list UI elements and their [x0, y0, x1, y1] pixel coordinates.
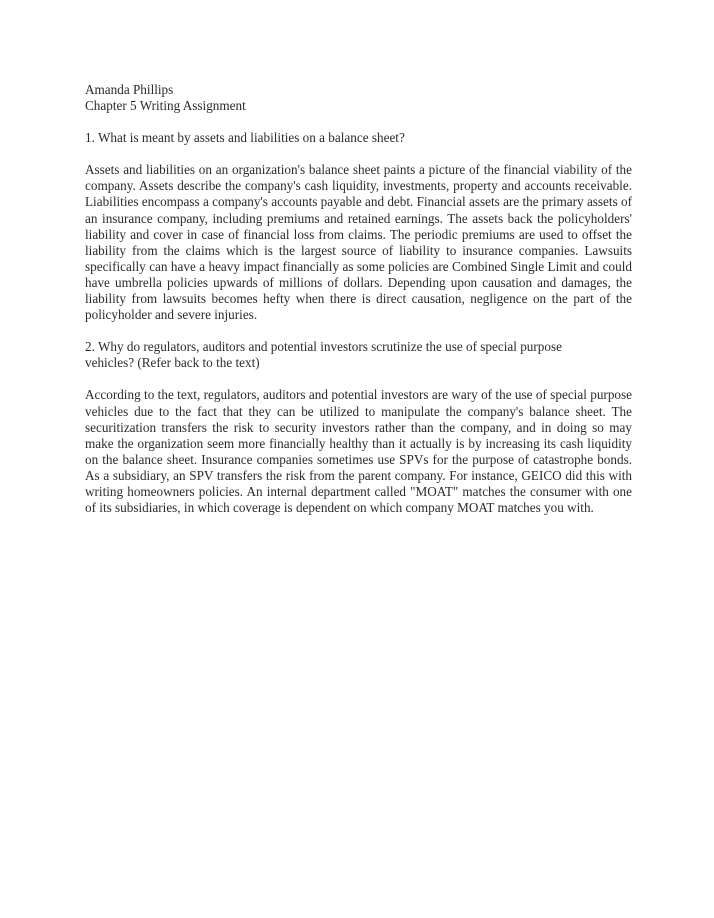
spacer: [85, 371, 632, 387]
answer-1: Assets and liabilities on an organization's balance sheet paints a picture of the financial viability of the company. Assets describe the company's cash liquidity, investments, property and accounts receivable. Liabilities encompass a company's accounts payable and debt. Financial assets are the primary assets of an insurance company, including premiums and retained earnings. The assets back the policyholders' liability and cover in case of financial loss from claims. The periodic premiums are used to offset the liability from the claims which is the largest source of liability to insurance companies. Lawsuits specifically can have a heavy impact financially as some policies are Combined Single Limit and could have umbrella policies upwards of millions of dollars. Depending upon causation and damages, the liability from lawsuits becomes hefty when there is direct causation, negligence on the part of the policyholder and severe injuries.: [85, 162, 632, 323]
spacer: [85, 146, 632, 162]
document-page: [85, 82, 632, 516]
author-name: Amanda Phillips: [85, 82, 174, 97]
answer-2: According to the text, regulators, auditors and potential investors are wary of the use of special purpose vehicles due to the fact that they can be utilized to manipulate the company's balance sheet. The securitization transfers the risk to security investors rather than the company, and in doing so may make the organization seem more financially healthy than it actually is by increasing its cash liquidity on the balance sheet. Insurance companies sometimes use SPVs for the purpose of catastrophe bonds. As a subsidiary, an SPV transfers the risk from the parent company. For instance, GEICO did this with writing homeowners policies. An internal department called "MOAT" matches the consumer with one of its subsidiaries, in which coverage is dependent on which company MOAT matches you with.: [85, 387, 632, 516]
question-2-line-1: 2. Why do regulators, auditors and potential investors scrutinize the use of special purpose: [85, 339, 562, 355]
spacer: [85, 323, 632, 339]
question-1: 1. What is meant by assets and liabilities on a balance sheet?: [85, 130, 405, 146]
spacer: [85, 114, 632, 130]
question-2-line-2: vehicles? (Refer back to the text): [85, 355, 260, 371]
assignment-title: Chapter 5 Writing Assignment: [85, 98, 246, 114]
